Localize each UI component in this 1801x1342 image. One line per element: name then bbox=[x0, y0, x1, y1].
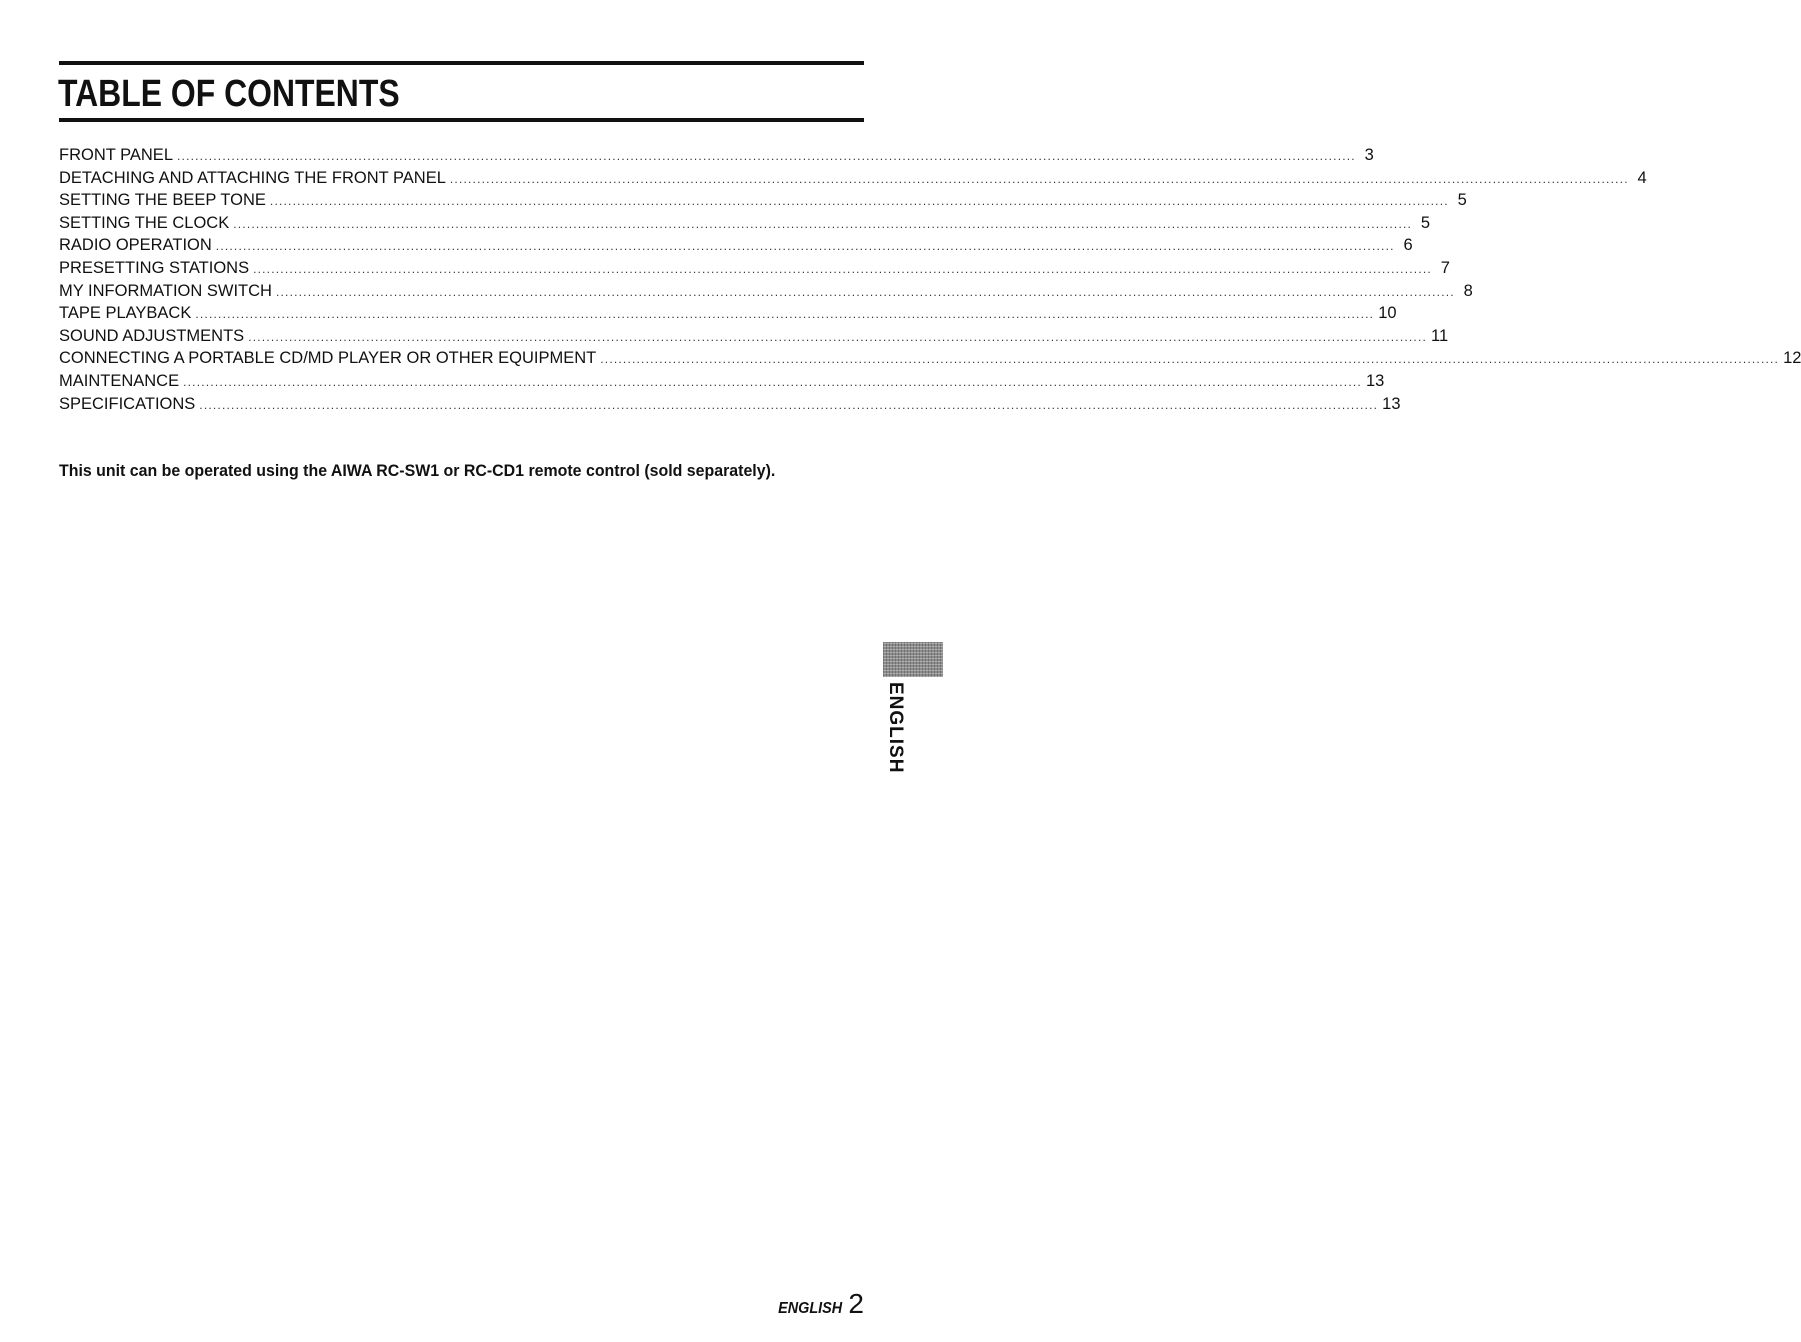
dot-leader: .................................................................................................................................................................................................................................................................... bbox=[248, 329, 1428, 344]
toc-entry-page: 4 bbox=[1637, 168, 1647, 187]
dot-leader: .................................................................................................................................................................................................................................................................... bbox=[233, 216, 1413, 231]
toc-entry-page: 6 bbox=[1403, 236, 1413, 255]
toc-entry-page: 10 bbox=[1378, 304, 1397, 323]
toc-entry-label: PRESETTING STATIONS bbox=[59, 258, 250, 277]
toc-entry bbox=[59, 167, 1647, 190]
toc-entry bbox=[59, 189, 1467, 212]
toc-entry-label: RADIO OPERATION bbox=[59, 236, 212, 255]
toc-entry-page: 8 bbox=[1463, 281, 1473, 300]
toc-entry bbox=[59, 393, 1401, 416]
toc-entry-label: MY INFORMATION SWITCH bbox=[59, 281, 272, 300]
dot-leader: .................................................................................................................................................................................................................................................................... bbox=[275, 284, 1455, 299]
toc-entry-page: 13 bbox=[1365, 371, 1385, 390]
toc-entry-page: 7 bbox=[1440, 258, 1450, 277]
title-rule-top bbox=[59, 61, 864, 65]
toc-entry-label: CONNECTING A PORTABLE CD/MD PLAYER OR OTHER EQUIPMENT bbox=[59, 349, 597, 368]
toc-entry-page: 13 bbox=[1382, 394, 1401, 413]
toc-entry-page: 5 bbox=[1457, 191, 1467, 210]
toc-entry-page: 3 bbox=[1364, 146, 1374, 164]
remote-control-note: This unit can be operated using the AIWA RC-SW1 or RC-CD1 remote control (sold separately). bbox=[59, 462, 776, 480]
footer-language: ENGLISH bbox=[778, 1300, 843, 1317]
toc-entry-label: SOUND ADJUSTMENTS bbox=[59, 326, 245, 345]
dot-leader: .................................................................................................................................................................................................................................................................... bbox=[195, 307, 1375, 322]
toc-entry-label: FRONT PANEL bbox=[59, 146, 173, 164]
toc-entry bbox=[59, 325, 1449, 348]
toc-entry bbox=[59, 144, 1374, 167]
page-number: 2 bbox=[848, 1288, 864, 1319]
dot-leader: .................................................................................................................................................................................................................................................................... bbox=[177, 149, 1356, 163]
toc-entry-label: SETTING THE BEEP TONE bbox=[59, 191, 266, 210]
title-rule-bottom bbox=[59, 118, 864, 122]
toc-entry-page: 5 bbox=[1420, 213, 1431, 232]
toc-entry-label: DETACHING AND ATTACHING THE FRONT PANEL bbox=[59, 168, 446, 187]
dot-leader: .................................................................................................................................................................................................................................................................... bbox=[215, 239, 1395, 254]
toc-entry bbox=[59, 212, 1431, 235]
toc-entry-label: SPECIFICATIONS bbox=[59, 394, 196, 413]
toc-entry-label: TAPE PLAYBACK bbox=[59, 304, 192, 323]
dot-leader: .................................................................................................................................................................................................................................................................... bbox=[199, 397, 1379, 412]
toc-entry-label: MAINTENANCE bbox=[59, 371, 180, 390]
toc-entry bbox=[59, 280, 1473, 303]
toc-entry-page: 11 bbox=[1431, 326, 1449, 345]
dot-leader: .................................................................................................................................................................................................................................................................... bbox=[449, 171, 1629, 186]
toc-entry-page: 12 bbox=[1783, 349, 1801, 368]
page-footer bbox=[771, 1288, 864, 1320]
toc-entry bbox=[59, 234, 1413, 257]
language-tab-marker bbox=[883, 642, 943, 677]
dot-leader: .................................................................................................................................................................................................................................................................... bbox=[269, 194, 1449, 209]
toc-entry bbox=[59, 347, 1801, 370]
toc-entry bbox=[59, 302, 1397, 325]
dot-leader: .................................................................................................................................................................................................................................................................... bbox=[600, 352, 1780, 367]
language-tab-label: ENGLISH bbox=[885, 682, 906, 774]
table-of-contents bbox=[59, 144, 1801, 415]
toc-entry bbox=[59, 370, 1385, 393]
dot-leader: .................................................................................................................................................................................................................................................................... bbox=[253, 261, 1432, 276]
toc-entry-label: SETTING THE CLOCK bbox=[59, 213, 230, 232]
toc-entry bbox=[59, 257, 1450, 280]
page-title: TABLE OF CONTENTS bbox=[58, 73, 400, 115]
dot-leader: .................................................................................................................................................................................................................................................................... bbox=[183, 374, 1362, 389]
